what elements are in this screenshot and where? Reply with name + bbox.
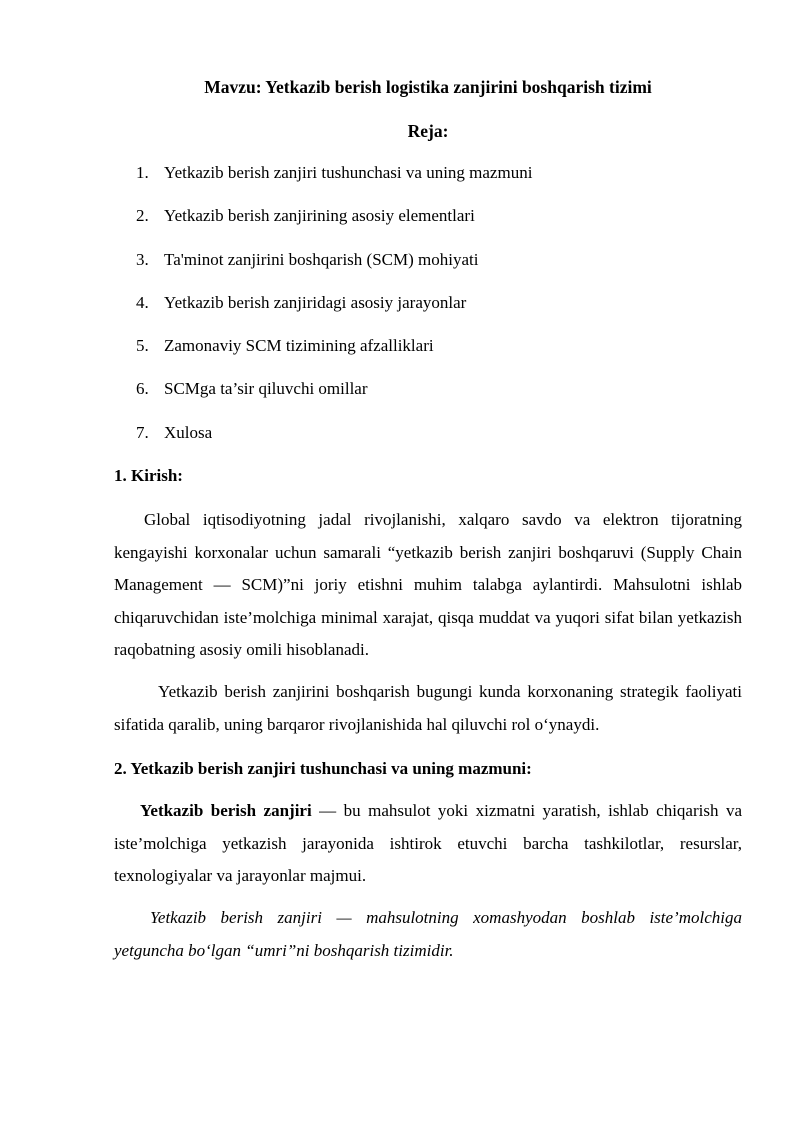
plan-item-text: Ta'minot zanjirini boshqarish (SCM) mohiyati: [164, 249, 479, 269]
plan-item-text: Zamonaviy SCM tizimining afzalliklari: [164, 336, 434, 356]
section-1-heading: 1. Kirish:: [114, 466, 183, 485]
plan-item-text: Xulosa: [164, 422, 213, 442]
section-1-paragraph-1: Global iqtisodiyotning jadal rivojlanishi, xalqaro savdo va elektron tijoratning kengayishi korxonalar uchun samarali “yetkazib berish zanjiri boshqaruvi (Supply Chain Management — SCM)”ni joriy etishni muhim talabga aylantirdi. Mahsulotni ishlab chiqaruvchidan iste’molchiga minimal xarajat, qisqa muddat va yuqori sifat bilan yetkazish raqobatning asosiy omili hisoblanadi.: [114, 510, 742, 660]
plan-item-text: Yetkazib berish zanjiri tushunchasi va uning mazmuni: [164, 163, 533, 182]
plan-item-number: 1.: [136, 163, 149, 182]
plan-item-number: 4.: [136, 292, 149, 312]
definition-term: Yetkazib berish zanjiri: [140, 801, 312, 820]
section-2-italic-paragraph: Yetkazib berish zanjiri — mahsulotning xomashyodan boshlab iste’molchiga yetguncha bo‘lgan “umri”ni boshqarish tizimidir.: [114, 908, 742, 960]
plan-item: [136, 162, 532, 205]
plan-item-number: 2.: [136, 206, 149, 226]
plan-item-number: 6.: [136, 379, 149, 399]
plan-heading: Reja:: [407, 121, 449, 141]
section-2-heading: 2. Yetkazib berish zanjiri tushunchasi va uning mazmuni:: [114, 759, 532, 778]
plan-item: [136, 292, 532, 335]
document-title: Mavzu: Yetkazib berish logistika zanjirini boshqarish tizimi: [204, 77, 652, 97]
section-1-paragraph-2: Yetkazib berish zanjirini boshqarish bugungi kunda korxonaning strategik faoliyati sifatida qaralib, uning barqaror rivojlanishida hal qiluvchi rol o‘ynaydi.: [114, 682, 742, 734]
section-2-definition: [114, 795, 742, 893]
plan-item-number: 3.: [136, 249, 149, 269]
plan-item-text: Yetkazib berish zanjiridagi asosiy jarayonlar: [164, 292, 467, 312]
plan-item-text: Yetkazib berish zanjirining asosiy elementlari: [164, 206, 475, 226]
plan-item: [136, 378, 532, 421]
plan-list: [136, 162, 532, 465]
plan-item: [136, 249, 532, 292]
plan-item-number: 5.: [136, 336, 149, 356]
definition-text: — bu mahsulot yoki xizmatni yaratish, ishlab chiqarish va iste’molchiga yetkazish jarayonida ishtirok etuvchi barcha tashkilotlar, resurslar, texnologiyalar va jarayonlar majmui.: [114, 801, 742, 886]
plan-item-number: 7.: [136, 422, 149, 442]
plan-item: [136, 422, 532, 465]
plan-item-text: SCMga ta’sir qiluvchi omillar: [164, 379, 368, 399]
plan-item: [136, 205, 532, 248]
plan-item: [136, 335, 532, 378]
